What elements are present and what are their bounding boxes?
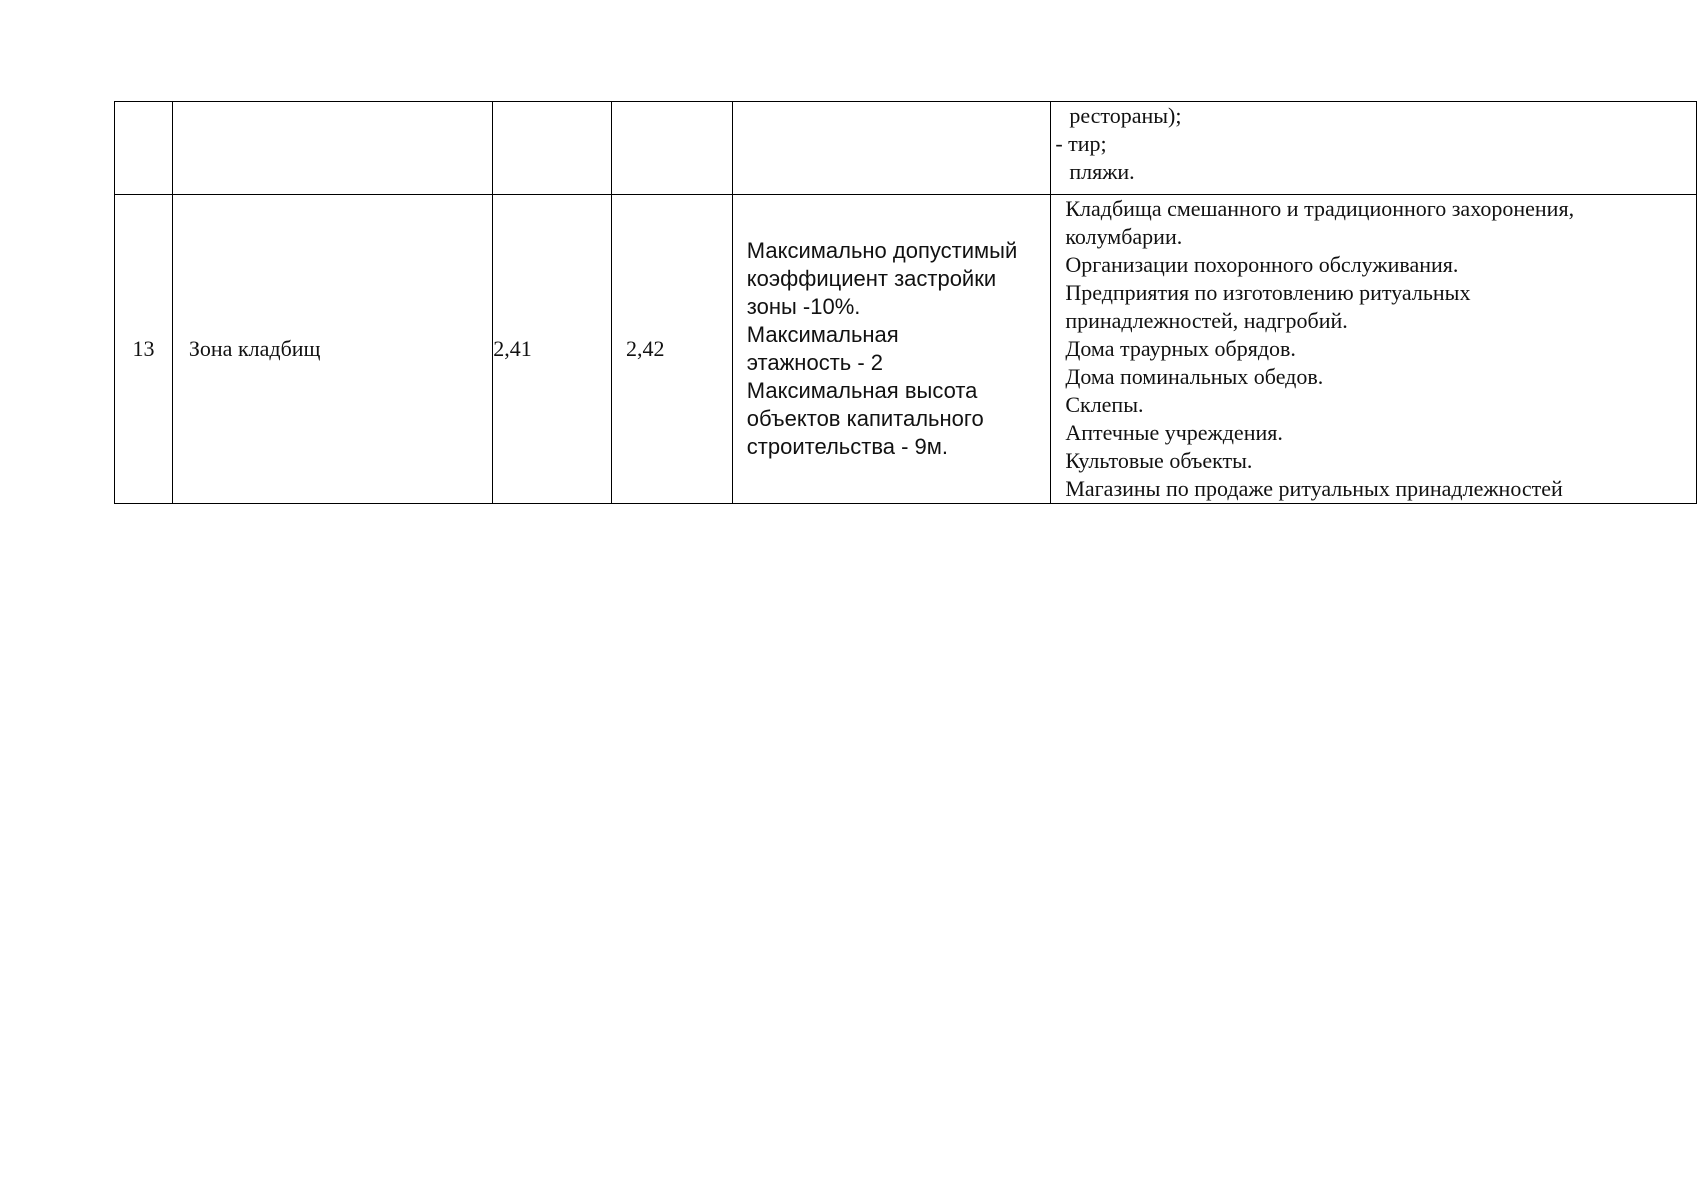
uses-line: Кладбища смешанного и традиционного захоронения, [1065, 196, 1575, 221]
cell-uses [1051, 195, 1697, 504]
uses-line: Склепы. [1065, 392, 1144, 417]
cell-parameters-empty [732, 102, 1051, 195]
parameter-line: этажность - 2 [746, 350, 884, 375]
table-row-continuation [115, 102, 1697, 195]
parameter-line: Максимальная [746, 322, 899, 347]
cell-zone-empty [172, 102, 492, 195]
uses-line: Аптечные учреждения. [1065, 420, 1283, 445]
uses-line: пляжи. [1069, 159, 1135, 184]
cell-parameters [732, 195, 1051, 504]
cell-uses-continuation [1051, 102, 1697, 195]
uses-line: - тир; [1055, 131, 1107, 156]
table-row-13 [115, 195, 1697, 504]
parameter-line: Максимально допустимый [746, 238, 1018, 263]
value-1: 2,41 [493, 195, 612, 504]
uses-line: Магазины по продаже ритуальных принадлежностей [1065, 476, 1563, 501]
parameter-line: объектов капитального [746, 406, 984, 431]
cell-value-2-empty [611, 102, 732, 195]
zone-name: Зона кладбищ [172, 195, 492, 504]
parameter-line: зоны -10%. [746, 294, 861, 319]
uses-line: Дома траурных обрядов. [1065, 336, 1296, 361]
parameter-line: коэффициент застройки [746, 266, 997, 291]
value-2: 2,42 [611, 195, 732, 504]
row-number: 13 [115, 195, 173, 504]
uses-line: принадлежностей, надгробий. [1065, 308, 1348, 333]
cell-value-1-empty [493, 102, 612, 195]
cell-number-empty [115, 102, 173, 195]
zoning-table [114, 101, 1697, 504]
uses-line: Дома поминальных обедов. [1065, 364, 1324, 389]
uses-line: колумбарии. [1065, 224, 1183, 249]
uses-line: Культовые объекты. [1065, 448, 1253, 473]
uses-line: Предприятия по изготовлению ритуальных [1065, 280, 1471, 305]
parameter-line: строительства - 9м. [746, 434, 949, 459]
uses-line: рестораны); [1069, 103, 1182, 128]
uses-line: Организации похоронного обслуживания. [1065, 252, 1459, 277]
parameter-line: Максимальная высота [746, 378, 978, 403]
